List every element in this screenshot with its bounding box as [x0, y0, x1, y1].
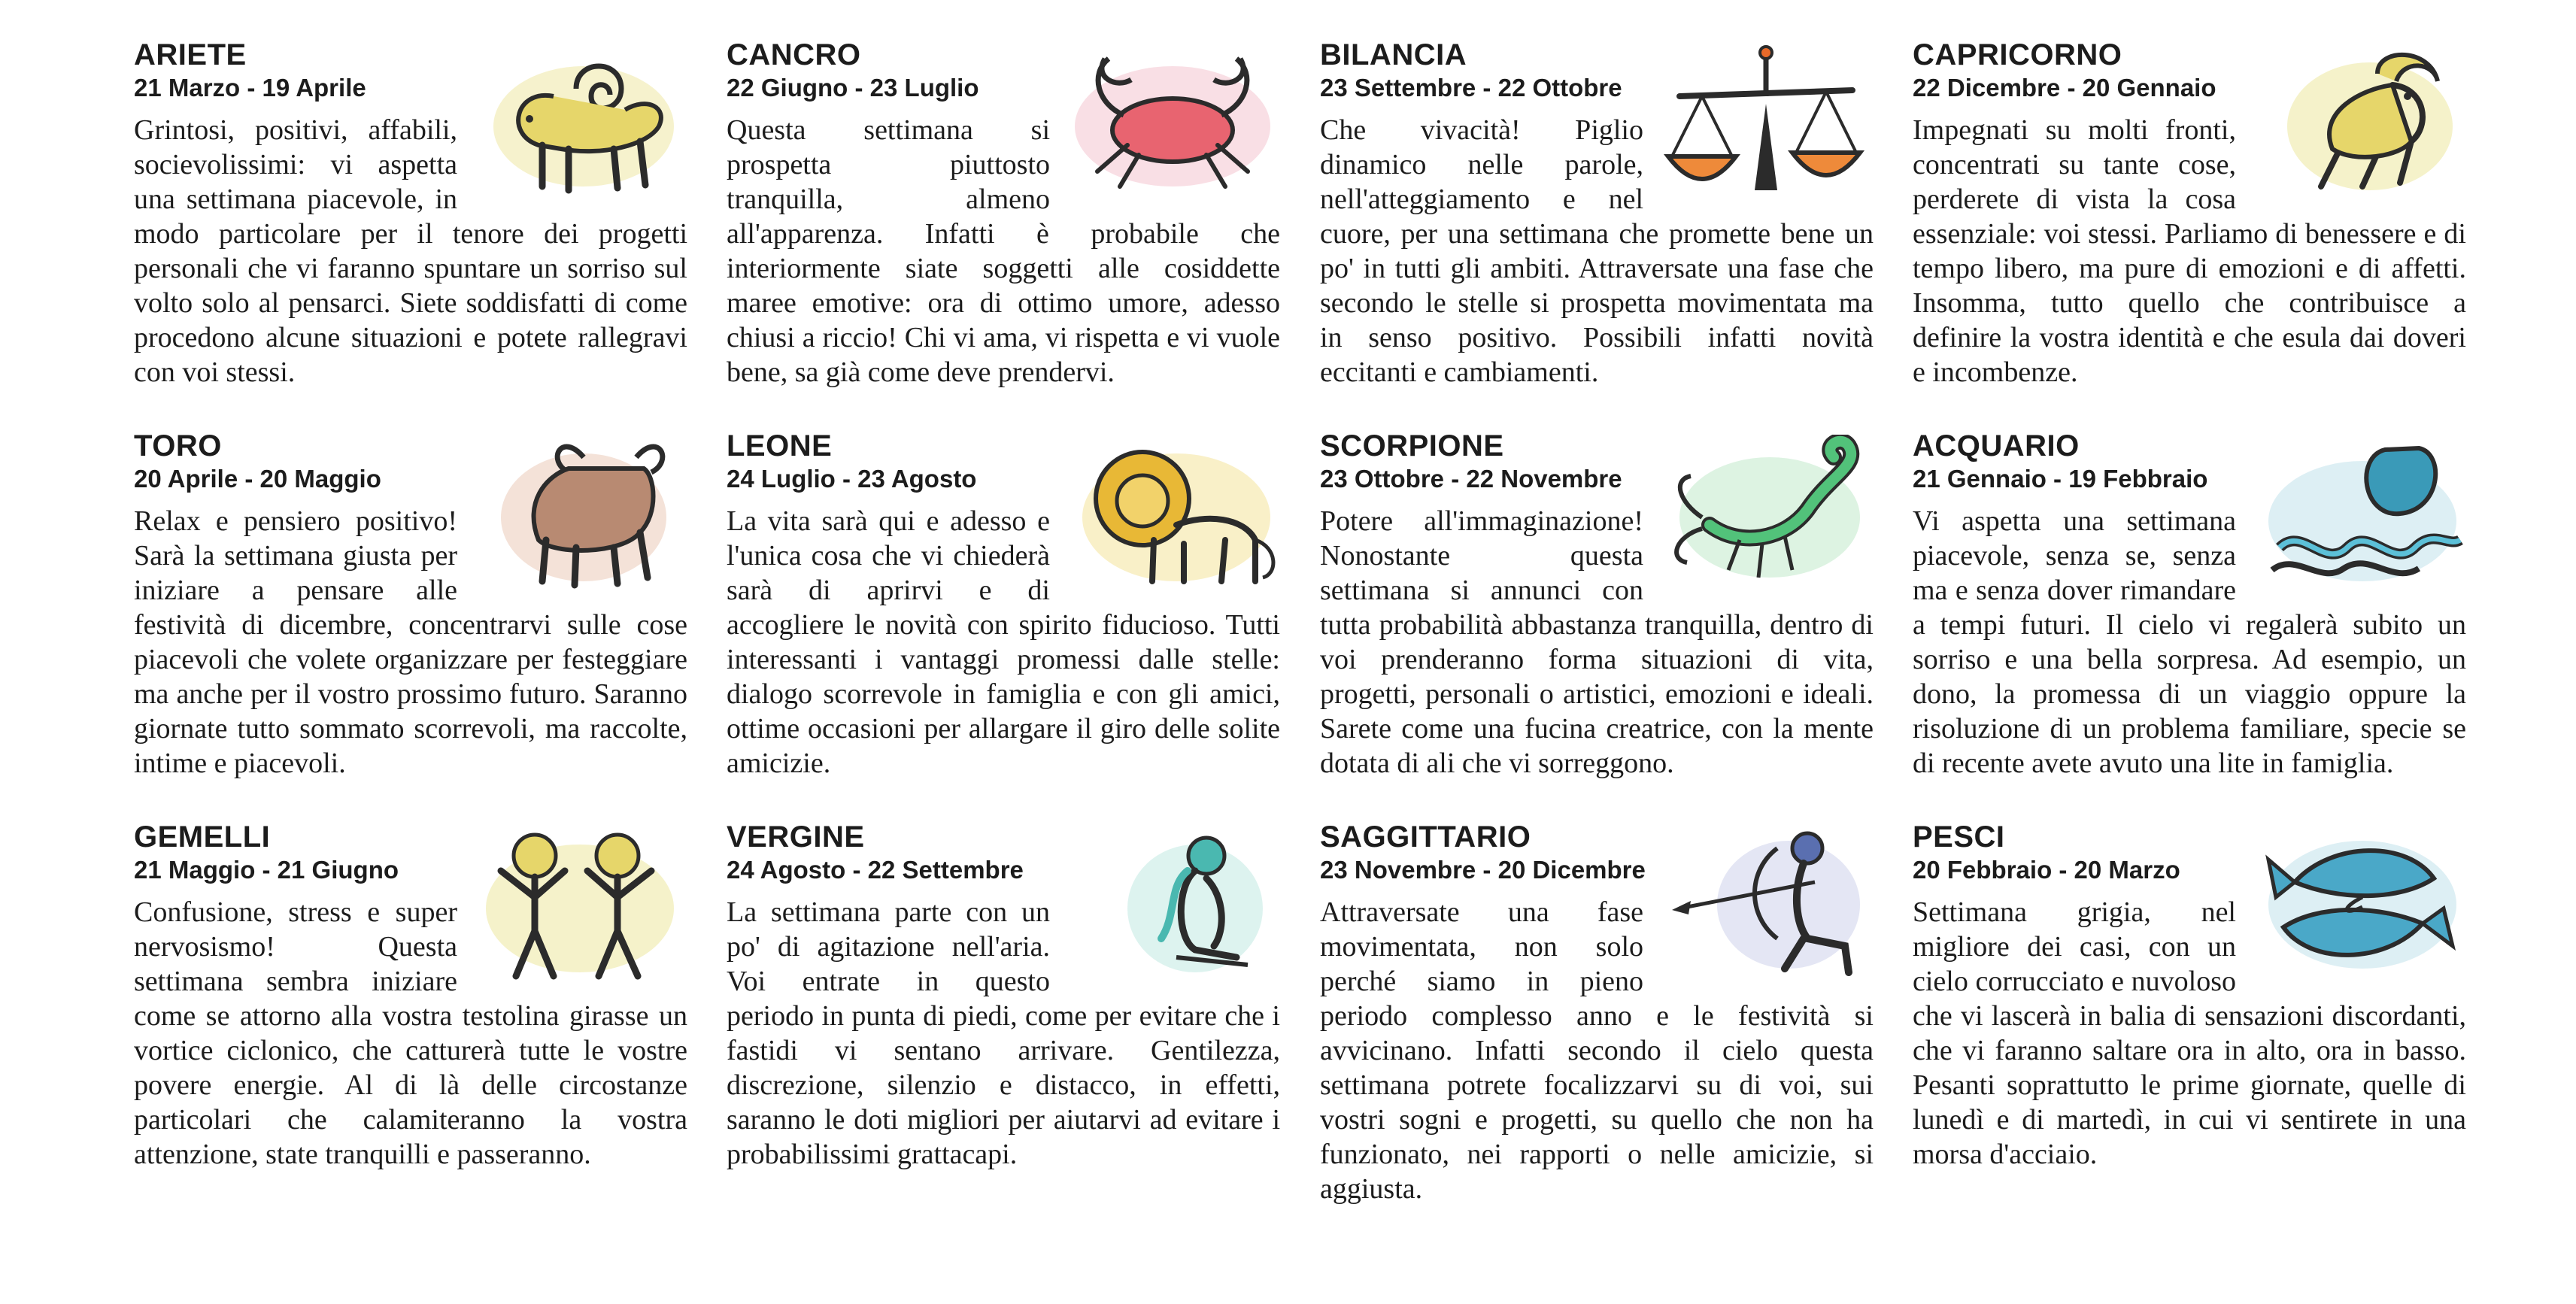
sign-text: Grintosi, positivi, affabili, socievolissimi: vi aspetta una settimana piacevole, in modo particolare per il tenore dei progetti personali che vi faranno spuntare un sorriso sul volto solo al pensarci. Siete soddisfatti di come procedono alcune situazioni e potete rallegravi con voi stessi.	[134, 114, 687, 388]
sign-dates: 24 Agosto - 22 Settembre	[727, 856, 1024, 884]
sign-name: VERGINE	[727, 820, 865, 854]
horoscope-ariete	[134, 38, 687, 414]
lion-icon	[1063, 435, 1282, 589]
sign-dates: 21 Maggio - 21 Giugno	[134, 856, 399, 884]
sign-name: SCORPIONE	[1320, 429, 1504, 462]
sign-name: ARIETE	[134, 38, 247, 71]
horoscope-capricorno	[1913, 38, 2466, 414]
sign-dates: 20 Aprile - 20 Maggio	[134, 465, 381, 493]
sign-dates: 23 Novembre - 20 Dicembre	[1320, 856, 1646, 884]
horoscope-saggittario	[1320, 820, 1874, 1205]
sign-text: La vita sarà qui e adesso e l'unica cosa che vi chiederà sarà di aprirvi e di accogliere le novità con spirito fiducioso. Tutti interessanti i vantaggi promessi dalle stelle: dialogo scorrevole in famiglia e con gli amici, ottime occasioni per allargare il giro delle solite amicizie.	[727, 505, 1280, 779]
sign-text: Potere all'immaginazione! Nonostante questa settimana si annunci con tutta probabilità abbastanza tranquilla, dentro di voi prenderanno forma situazioni di vita, progetti, personali o artistici, emozioni e ideali. Sarete come una fucina creatrice, con la mente dotata di ali che vi sorreggono.	[1320, 505, 1874, 779]
sign-dates: 20 Febbraio - 20 Marzo	[1913, 856, 2180, 884]
sign-name: SAGGITTARIO	[1320, 820, 1531, 854]
sign-name: TORO	[134, 429, 222, 462]
sign-dates: 23 Ottobre - 22 Novembre	[1320, 465, 1622, 493]
horoscope-cancro	[727, 38, 1280, 414]
sign-text: Che vivacità! Piglio dinamico nelle parole, nell'atteggiamento e nel cuore, per una settimana che promette bene un po' in tutti gli ambiti. Attraversate una fase che secondo le stelle si prospetta movimentata ma in senso positivo. Possibili infatti novità eccitanti e cambiamenti.	[1320, 114, 1874, 388]
horoscope-gemelli	[134, 820, 687, 1196]
maiden-icon	[1063, 826, 1282, 980]
sign-name: BILANCIA	[1320, 38, 1467, 71]
sign-name: PESCI	[1913, 820, 2005, 854]
archer-icon	[1657, 826, 1875, 980]
fish-icon	[2250, 826, 2468, 980]
horoscope-scorpione	[1320, 429, 1874, 805]
sign-text: Vi aspetta una settimana piacevole, senza se, senza ma e senza dover rimandare a tempi futuri. Il cielo vi regalerà subito un sorriso e una bella sorpresa. Ad esempio, un dono, la promessa di un viaggio oppure la risoluzione di un problema familiare, specie se di recente avete avuto una lite in famiglia.	[1913, 505, 2466, 779]
sign-text: Attraversate una fase movimentata, non solo perché siamo in pieno periodo complesso anno e le festività si avvicinano. Infatti secondo il cielo questa settimana potrete focalizzarvi su di voi, sui vostri sogni e progetti, su quello che non ha funzionato, nei rapporti o nelle amicizie, si aggiusta.	[1320, 896, 1874, 1205]
horoscope-vergine	[727, 820, 1280, 1196]
sign-text: Questa settimana si prospetta piuttosto tranquilla, almeno all'apparenza. Infatti è probabile che interiormente siate soggetti alle cosiddette maree emotive: ora di ottimo umore, adesso chiusi a riccio! Chi vi ama, vi rispetta e vi vuole bene, sa già come deve prendervi.	[727, 114, 1280, 388]
twins-icon	[471, 826, 689, 980]
crab-icon	[1063, 44, 1282, 198]
sign-text: Relax e pensiero positivo! Sarà la settimana giusta per iniziare a pensare alle festività di dicembre, concentrarvi sulle cose piacevoli che volete organizzare per festeggiare ma anche per il vostro prossimo futuro. Saranno giornate tutto sommato scorrevoli, ma raccolte, intime e piacevoli.	[134, 505, 687, 779]
sign-dates: 22 Giugno - 23 Luglio	[727, 74, 979, 102]
sign-dates: 21 Gennaio - 19 Febbraio	[1913, 465, 2208, 493]
sign-name: CAPRICORNO	[1913, 38, 2122, 71]
sign-text: Impegnati su molti fronti, concentrati su tante cose, perderete di vista la cosa essenziale: voi stessi. Parliamo di benessere e di tempo libero, ma pure di emozioni e di affetti. Insomma, tutto quello che contribuisce a definire la vostra identità e che esula dai doveri e incombenze.	[1913, 114, 2466, 388]
sign-dates: 21 Marzo - 19 Aprile	[134, 74, 366, 102]
horoscope-acquario	[1913, 429, 2466, 805]
sign-dates: 24 Luglio - 23 Agosto	[727, 465, 977, 493]
horoscope-toro	[134, 429, 687, 805]
ram-icon	[471, 44, 689, 198]
sign-text: La settimana parte con un po' di agitazione nell'aria. Voi entrate in questo periodo in punta di piedi, come per evitare che i fastidi vi sentano arrivare. Gentilezza, discrezione, silenzio e distacco, in effetti, saranno le doti migliori per aiutarvi ad evitare i probabilissimi grattacapi.	[727, 896, 1280, 1170]
scorpion-icon	[1657, 435, 1875, 589]
sign-name: GEMELLI	[134, 820, 271, 854]
horoscope-bilancia	[1320, 38, 1874, 414]
horoscope-leone	[727, 429, 1280, 805]
sign-dates: 22 Dicembre - 20 Gennaio	[1913, 74, 2216, 102]
horoscope-pesci	[1913, 820, 2466, 1196]
goat-icon	[2250, 44, 2468, 198]
sign-name: ACQUARIO	[1913, 429, 2080, 462]
sign-name: LEONE	[727, 429, 833, 462]
scales-icon	[1657, 44, 1875, 198]
sign-text: Settimana grigia, nel migliore dei casi, con un cielo corrucciato e nuvoloso che vi lascerà in balia di sensazioni discordanti, che vi faranno saltare ora in alto, ora in basso. Pesanti soprattutto le prime giornate, quelle di lunedì e di martedì, in cui vi sentirete in una morsa d'acciaio.	[1913, 896, 2466, 1170]
bull-icon	[471, 435, 689, 589]
sign-text: Confusione, stress e super nervosismo! Questa settimana sembra iniziare come se attorno alla vostra testolina girasse un vortice ciclonico, che catturerà tutte le vostre povere energie. Al di là delle circostanze particolari che calamiteranno la vostra attenzione, state tranquilli e passeranno.	[134, 896, 687, 1170]
water-bearer-icon	[2250, 435, 2468, 589]
sign-name: CANCRO	[727, 38, 861, 71]
sign-dates: 23 Settembre - 22 Ottobre	[1320, 74, 1622, 102]
